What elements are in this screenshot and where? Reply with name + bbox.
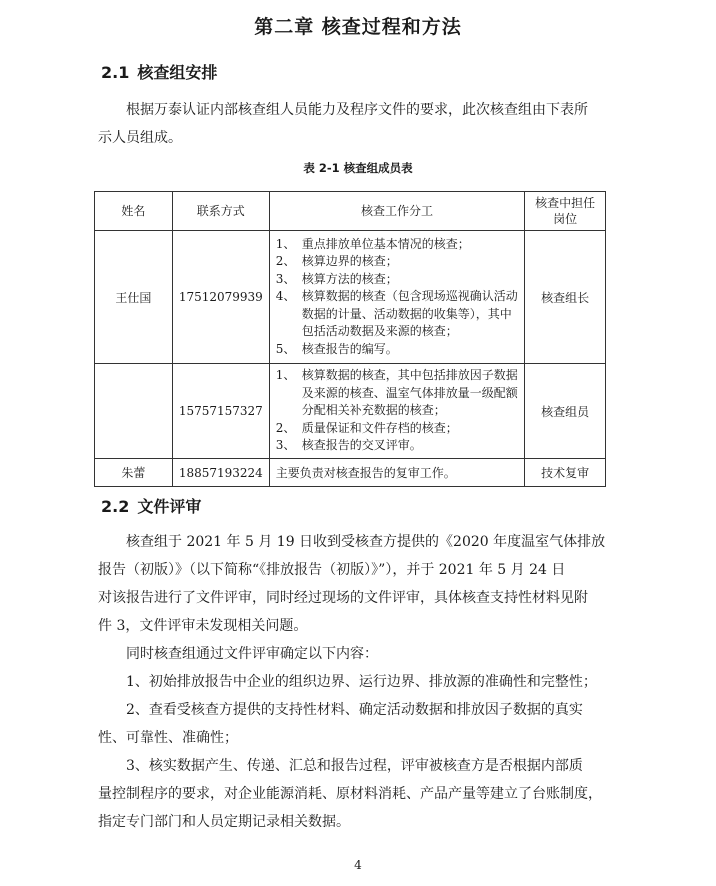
paragraph-line: 同时核查组通过文件评审确定以下内容： — [126, 646, 378, 662]
table-row — [95, 231, 606, 364]
member-tasks — [269, 231, 524, 364]
paragraph-line: 核查组于 2021 年 5 月 19 日收到受核查方提供的《2020 年度温室气体排放 — [126, 534, 606, 550]
paragraph-line: 对该报告进行了文件评审，同时经过现场的文件评审，具体核查支持性材料见附 — [98, 590, 588, 606]
task-text — [302, 236, 518, 253]
paragraph-line: 2、查看受核查方提供的支持性材料、确定活动数据和排放因子数据的真实 — [126, 702, 583, 718]
member-tasks: 主要负责对核查报告的复审工作。 — [269, 459, 524, 487]
task-text — [302, 341, 518, 358]
task-item — [276, 271, 518, 288]
task-line: 质量保证和文件存档的核查； — [301, 420, 458, 435]
task-text — [302, 420, 518, 437]
paragraph-line: 性、可靠性、准确性； — [98, 730, 238, 746]
table-caption: 表 2-1 核查组成员表 — [303, 161, 413, 175]
task-line: 核查报告的交叉评审。 — [301, 438, 422, 453]
paragraph-line: 1、初始排放报告中企业的组织边界、运行边界、排放源的准确性和完整性； — [126, 674, 597, 690]
member-name: 朱蕾 — [95, 459, 173, 487]
header-role-line: 岗位 — [553, 212, 578, 226]
task-line: 核算方法的核查； — [301, 271, 398, 286]
task-number: 1、 — [275, 237, 296, 252]
table-header-row — [95, 192, 606, 231]
task-number: 4、 — [275, 289, 296, 304]
task-text — [302, 437, 518, 454]
member-phone: 15757157327 — [172, 364, 269, 459]
paragraph-line: 示人员组成。 — [98, 130, 182, 146]
task-line: 核查报告的编写。 — [301, 341, 398, 356]
section-number: 2.1 — [101, 63, 130, 82]
team-members-table — [94, 191, 606, 487]
task-number: 5、 — [275, 341, 296, 356]
task-line: 核算数据的核查（包含现场巡视确认活动 — [301, 289, 518, 304]
task-text — [302, 367, 518, 419]
paragraph-line: 根据万泰认证内部核查组人员能力及程序文件的要求，此次核查组由下表所 — [126, 102, 588, 118]
section-title: 文件评审 — [137, 497, 202, 516]
member-tasks — [269, 364, 524, 459]
section-2-1-paragraph — [98, 96, 608, 152]
member-name: 王仕国 — [95, 231, 173, 364]
member-phone: 18857193224 — [172, 459, 269, 487]
header-role-line: 核查中担任 — [535, 196, 596, 210]
task-item — [276, 420, 518, 437]
paragraph-line: 量控制程序的要求，对企业能源消耗、原材料消耗、产品产量等建立了台账制度， — [98, 786, 602, 802]
chapter-title: 第二章 核查过程和方法 — [254, 16, 462, 38]
task-number: 2、 — [275, 420, 296, 435]
task-item — [276, 367, 518, 419]
paragraph-line: 3、核实数据产生、传递、汇总和报告过程，评审被核查方是否根据内部质 — [126, 758, 583, 774]
member-role: 技术复审 — [525, 459, 606, 487]
member-name — [95, 364, 173, 459]
page-number: 4 — [354, 858, 362, 872]
task-item — [276, 236, 518, 253]
task-text — [302, 288, 518, 340]
member-role: 核查组长 — [525, 231, 606, 364]
header-role — [525, 192, 606, 231]
section-2-2-heading — [101, 494, 201, 517]
paragraph-line: 指定专门部门和人员定期记录相关数据。 — [98, 814, 350, 830]
table-row — [95, 459, 606, 487]
paragraph-line: 报告（初版）》（以下简称“《排放报告（初版）》”），并于 2021 年 5 月 24 日 — [98, 562, 566, 578]
task-text — [302, 271, 518, 288]
task-line: 分配相关补充数据的核查； — [301, 403, 446, 418]
member-role: 核查组员 — [525, 364, 606, 459]
section-2-2-body — [98, 528, 608, 836]
task-line: 重点排放单位基本情况的核查； — [301, 237, 470, 252]
header-tasks: 核查工作分工 — [269, 192, 524, 231]
table-row — [95, 364, 606, 459]
task-number: 3、 — [275, 271, 296, 286]
header-name: 姓名 — [95, 192, 173, 231]
member-phone: 17512079939 — [172, 231, 269, 364]
header-phone: 联系方式 — [172, 192, 269, 231]
task-line: 数据的计量、活动数据的收集等），其中 — [301, 306, 512, 321]
task-line: 及来源的核查、温室气体排放量一级配额 — [301, 385, 518, 400]
task-line: 核算数据的核查，其中包括排放因子数据 — [301, 368, 518, 383]
section-number: 2.2 — [101, 497, 130, 516]
task-item — [276, 253, 518, 270]
task-number: 1、 — [275, 368, 296, 383]
task-number: 3、 — [275, 438, 296, 453]
task-text — [302, 253, 518, 270]
task-item — [276, 341, 518, 358]
task-line: 包括活动数据及来源的核查； — [301, 324, 458, 339]
task-line: 核算边界的核查； — [301, 254, 398, 269]
task-item — [276, 288, 518, 340]
task-number: 2、 — [275, 254, 296, 269]
paragraph-line: 件 3，文件评审未发现相关问题。 — [98, 618, 308, 634]
section-title: 核查组安排 — [137, 63, 218, 82]
task-item — [276, 437, 518, 454]
section-2-1-heading — [101, 60, 217, 83]
